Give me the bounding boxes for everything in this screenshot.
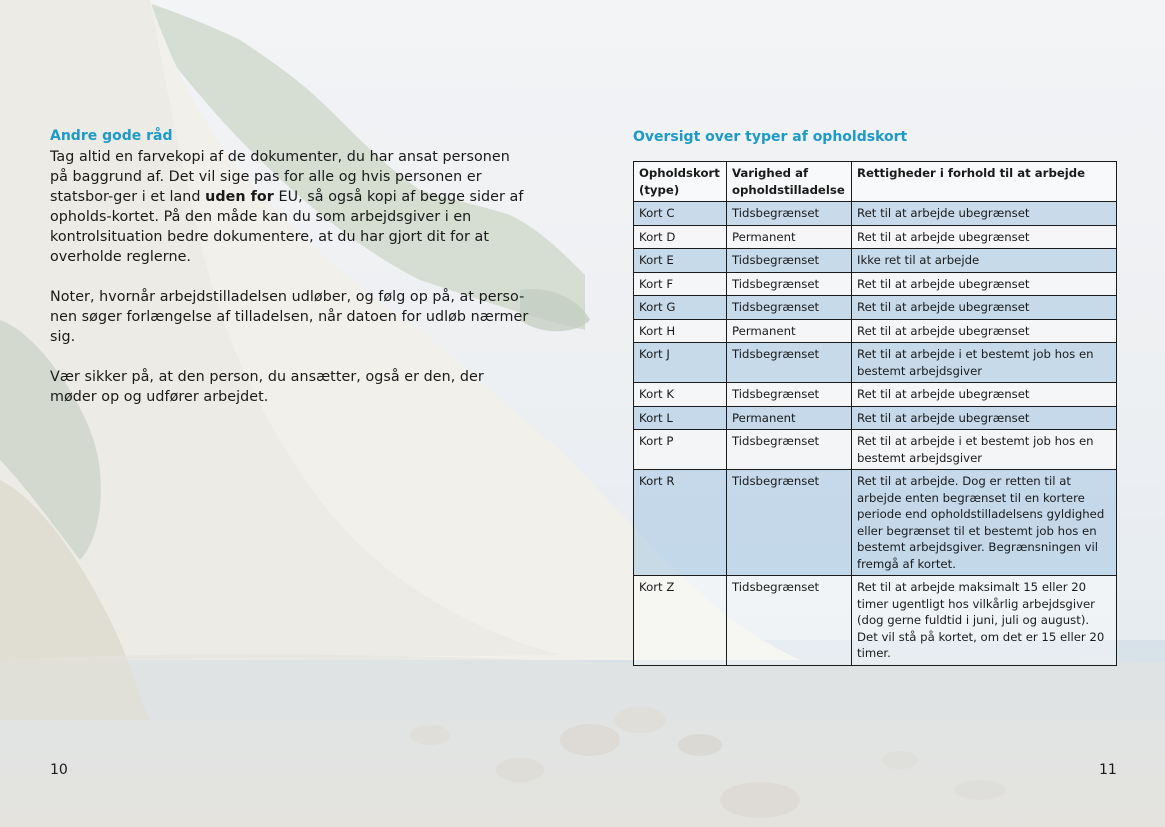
cell-work-rights: Ret til at arbejde i et bestemt job hos en bestemt arbejdsgiver (852, 343, 1117, 383)
cell-card-type: Kort P (634, 430, 727, 470)
table-row (634, 406, 1117, 430)
cell-card-type: Kort L (634, 406, 727, 430)
table-heading: Oversigt over typer af opholdskort (633, 129, 908, 145)
cell-work-rights: Ret til at arbejde i et bestemt job hos en bestemt arbejdsgiver (852, 430, 1117, 470)
cell-work-rights: Ret til at arbejde maksimalt 15 eller 20 timer ugentligt hos vilkårlig arbejdsgiver (dog gerne fuldtid i juni, juli og august). Det vil stå på kortet, om det er 15 eller 20 timer. (852, 576, 1117, 666)
cell-work-rights: Ret til at arbejde ubegrænset (852, 202, 1117, 226)
cell-duration: Tidsbegrænset (727, 470, 852, 576)
header-work-rights: Rettigheder i forhold til at arbejde (852, 162, 1117, 202)
table-row (634, 430, 1117, 470)
cell-work-rights: Ikke ret til at arbejde (852, 249, 1117, 273)
advice-paragraph-copies-text-1: Tag altid en farvekopi af de dokumenter, du har ansat personen på baggrund af. Det vil sige pas for alle og hvis personen er statsbor-ger i et land (50, 149, 510, 205)
cell-duration: Permanent (727, 319, 852, 343)
cell-work-rights: Ret til at arbejde ubegrænset (852, 406, 1117, 430)
cell-duration: Tidsbegrænset (727, 296, 852, 320)
cell-duration: Tidsbegrænset (727, 249, 852, 273)
cell-duration: Tidsbegrænset (727, 272, 852, 296)
cell-card-type: Kort J (634, 343, 727, 383)
advice-paragraph-copies (50, 147, 530, 267)
cell-duration: Tidsbegrænset (727, 430, 852, 470)
cell-card-type: Kort K (634, 383, 727, 407)
cell-duration: Tidsbegrænset (727, 202, 852, 226)
table-row (634, 343, 1117, 383)
residence-card-table (633, 161, 1117, 666)
advice-paragraph-expiry: Noter, hvornår arbejdstilladelsen udløber, og følg op på, at perso-nen søger forlængelse af tilladelsen, når datoen for udløb nærmer sig. (50, 289, 529, 345)
advice-paragraph-copies-text-2: EU, så også kopi af begge sider af opholds-kortet. På den måde kan du som arbejdsgiver i en kontrolsituation bedre dokumentere, at du har gjort dit for at overholde reglerne. (50, 189, 524, 265)
header-card-type: Opholdskort (type) (634, 162, 727, 202)
table-row (634, 202, 1117, 226)
cell-work-rights: Ret til at arbejde. Dog er retten til at arbejde enten begrænset til en kortere periode end opholdstilladelsens gyldighed eller begrænset til et bestemt job hos en bestemt arbejdsgiver. Begrænsningen vil fremgå af kortet. (852, 470, 1117, 576)
page-number-left: 10 (50, 762, 68, 778)
table-row (634, 296, 1117, 320)
page-number-right: 11 (1099, 762, 1117, 778)
table-row (634, 225, 1117, 249)
cell-card-type: Kort D (634, 225, 727, 249)
table-row (634, 576, 1117, 666)
advice-paragraph-identity: Vær sikker på, at den person, du ansætter, også er den, der møder op og udfører arbejdet. (50, 369, 484, 405)
table-header-row (634, 162, 1117, 202)
table-row (634, 383, 1117, 407)
cell-work-rights: Ret til at arbejde ubegrænset (852, 225, 1117, 249)
table-body (634, 202, 1117, 666)
cell-card-type: Kort F (634, 272, 727, 296)
advice-heading: Andre gode råd (50, 128, 173, 144)
cell-card-type: Kort R (634, 470, 727, 576)
table-row (634, 319, 1117, 343)
right-page-content (633, 127, 1117, 666)
cell-card-type: Kort G (634, 296, 727, 320)
cell-duration: Tidsbegrænset (727, 343, 852, 383)
cell-duration: Permanent (727, 225, 852, 249)
header-duration: Varighed af opholdstilladelse (727, 162, 852, 202)
cell-duration: Permanent (727, 406, 852, 430)
cell-work-rights: Ret til at arbejde ubegrænset (852, 319, 1117, 343)
table-row (634, 249, 1117, 273)
cell-duration: Tidsbegrænset (727, 383, 852, 407)
advice-paragraph-copies-bold: uden for (205, 189, 274, 205)
cell-work-rights: Ret til at arbejde ubegrænset (852, 383, 1117, 407)
table-row (634, 272, 1117, 296)
cell-card-type: Kort C (634, 202, 727, 226)
table-row (634, 470, 1117, 576)
cell-card-type: Kort H (634, 319, 727, 343)
cell-card-type: Kort Z (634, 576, 727, 666)
cell-card-type: Kort E (634, 249, 727, 273)
cell-work-rights: Ret til at arbejde ubegrænset (852, 296, 1117, 320)
left-page-content (50, 127, 530, 427)
cell-work-rights: Ret til at arbejde ubegrænset (852, 272, 1117, 296)
cell-duration: Tidsbegrænset (727, 576, 852, 666)
